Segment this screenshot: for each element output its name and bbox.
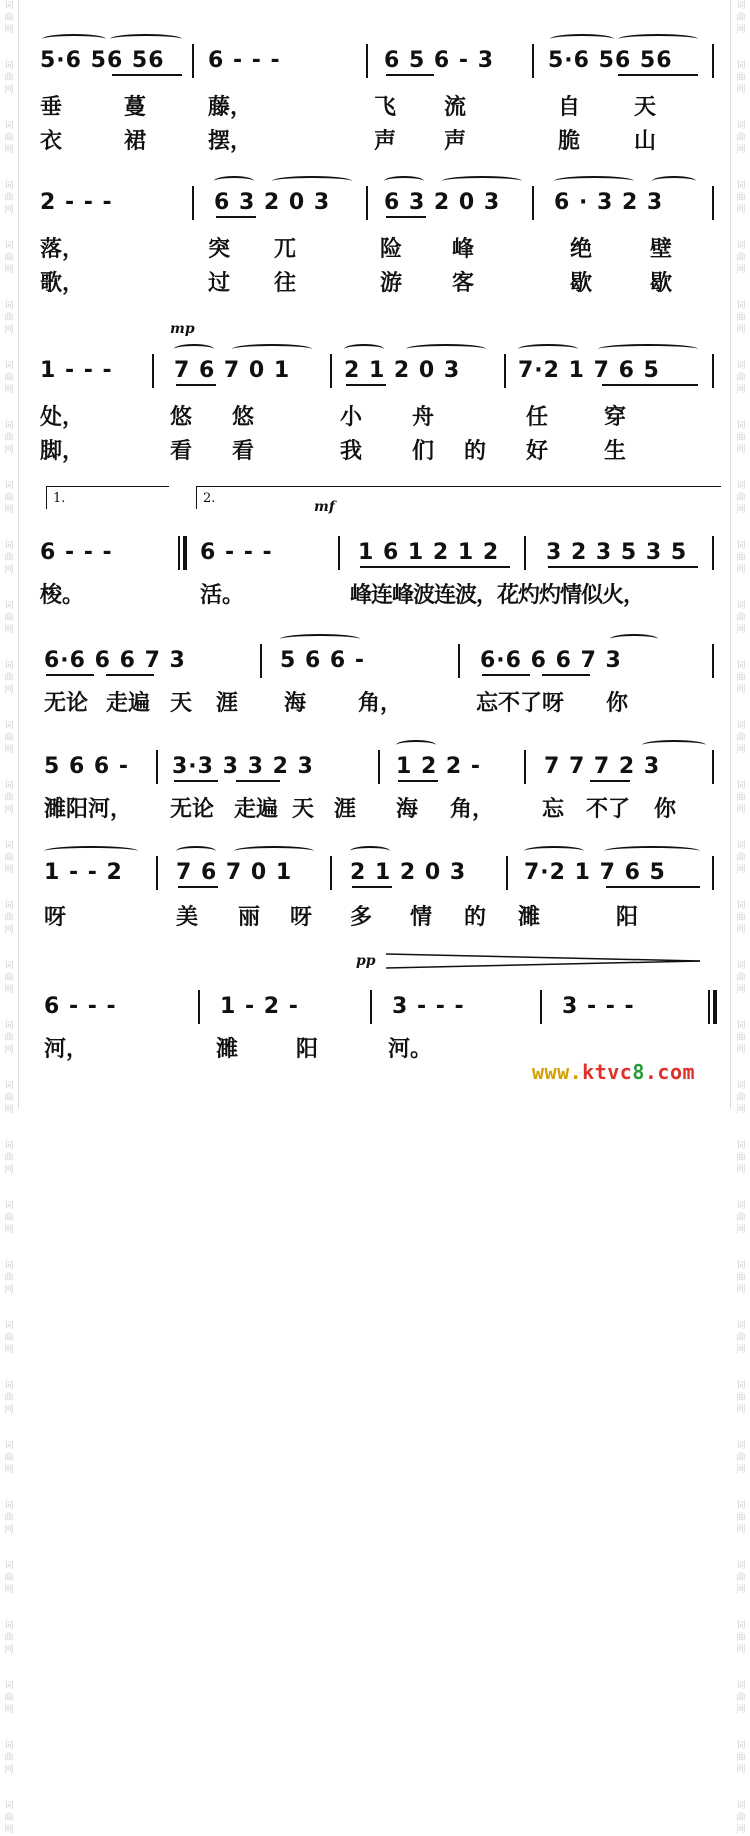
barline xyxy=(370,990,372,1024)
underline xyxy=(482,674,530,676)
lyric: 蔓 xyxy=(124,95,147,120)
dynamic-mp: mp xyxy=(170,321,195,337)
barline xyxy=(260,644,262,678)
lyrics-verse-2 xyxy=(40,430,716,464)
lyric: 的 xyxy=(464,905,487,930)
measure: 1 2 2 - xyxy=(396,754,482,779)
lyric: 过 xyxy=(208,271,231,296)
lyric: 海 xyxy=(284,691,307,716)
lyric: 摆， xyxy=(208,129,253,154)
lyric: 海 xyxy=(396,797,419,822)
barline xyxy=(330,354,332,388)
dynamic-mf: mf xyxy=(314,499,335,515)
underline xyxy=(542,674,590,676)
lyric: 你 xyxy=(654,797,677,822)
measure: 7·2 1 7 6 5 xyxy=(524,860,666,885)
lyric: 濉 xyxy=(518,905,541,930)
lyric: 峰 xyxy=(452,237,475,262)
lyric: 忘不了呀 xyxy=(476,691,565,716)
slur xyxy=(176,846,216,856)
slur xyxy=(344,344,384,354)
diminuendo-hairpin xyxy=(384,950,704,974)
measure: 3·3 3 3 2 3 xyxy=(172,754,314,779)
lyrics-verse-1 xyxy=(40,574,716,608)
measure: 6·6 6 6 7 3 xyxy=(480,648,622,673)
lyric: 脆 xyxy=(558,129,581,154)
measure: 7 7 7 2 3 xyxy=(544,754,661,779)
underline xyxy=(606,886,700,888)
repeat-barline xyxy=(178,536,180,570)
volta-label: 2. xyxy=(203,491,216,506)
lyric: 自 xyxy=(558,95,581,120)
underline xyxy=(174,780,218,782)
lyric: 濉阳河， xyxy=(44,797,133,822)
lyric: 落， xyxy=(40,237,85,262)
underline xyxy=(602,384,698,386)
slur xyxy=(44,846,138,856)
lyric: 梭。 xyxy=(40,583,85,608)
underline xyxy=(46,674,94,676)
lyrics-verse-1 xyxy=(40,1028,716,1062)
lyrics-verse-1 xyxy=(40,396,716,430)
lyric: 藤， xyxy=(208,95,253,120)
lyric: 看 xyxy=(170,439,193,464)
lyric: 的 xyxy=(464,439,487,464)
lyric: 呀 xyxy=(44,905,67,930)
barline xyxy=(532,44,534,78)
final-barline xyxy=(708,990,710,1024)
lyric: 绝 xyxy=(570,237,593,262)
slur xyxy=(234,846,314,856)
repeat-barline xyxy=(183,536,187,570)
barline xyxy=(712,186,714,220)
slur xyxy=(396,740,436,750)
lyric: 角， xyxy=(358,691,403,716)
lyric: 角， xyxy=(450,797,495,822)
slur xyxy=(524,846,584,856)
measure: 5 6 6 - xyxy=(44,754,130,779)
underline xyxy=(352,886,392,888)
measure: 6·6 6 6 7 3 xyxy=(44,648,186,673)
measure: 1 - 2 - xyxy=(220,994,299,1019)
lyric: 突 xyxy=(208,237,231,262)
frame-right xyxy=(730,0,731,1109)
lyric: 穿 xyxy=(604,405,627,430)
measure: 1 - - 2 xyxy=(44,860,123,885)
measure: 7 6 7 0 1 xyxy=(174,358,291,383)
underline xyxy=(176,384,216,386)
measure: 6 - - - xyxy=(40,540,113,565)
lyric: 衣 xyxy=(40,129,63,154)
lyric: 无论 xyxy=(44,691,89,716)
lyric: 你 xyxy=(606,691,629,716)
slur xyxy=(618,34,698,44)
barline xyxy=(712,536,714,570)
volta-2 xyxy=(196,486,721,509)
lyric: 峰连峰波连波，花灼灼情似火， xyxy=(350,583,645,608)
measure: 7·2 1 7 6 5 xyxy=(518,358,660,383)
dynamic-pp: pp xyxy=(356,953,376,969)
lyric: 们 xyxy=(412,439,435,464)
measure: 2 1 2 0 3 xyxy=(350,860,467,885)
lyric: 天 xyxy=(170,691,193,716)
slur xyxy=(604,846,700,856)
slur xyxy=(610,634,658,644)
lyric: 河。 xyxy=(388,1037,433,1062)
lyric: 歌， xyxy=(40,271,85,296)
lyrics-verse-1 xyxy=(40,788,716,822)
underline xyxy=(386,216,426,218)
lyric: 飞 xyxy=(374,95,397,120)
underline xyxy=(346,384,386,386)
lyric: 小 xyxy=(340,405,363,430)
barline xyxy=(338,536,340,570)
lyric: 走遍 xyxy=(106,691,151,716)
barline xyxy=(712,856,714,890)
lyric: 好 xyxy=(526,439,549,464)
underline xyxy=(386,74,434,76)
lyric: 壁 xyxy=(650,237,673,262)
lyric: 忘 xyxy=(542,797,565,822)
barline xyxy=(198,990,200,1024)
lyric: 任 xyxy=(526,405,549,430)
lyric: 无论 xyxy=(170,797,215,822)
slur xyxy=(442,176,522,186)
slur xyxy=(350,846,390,856)
site-watermark xyxy=(532,1060,695,1084)
underline xyxy=(590,780,630,782)
lyrics-verse-1 xyxy=(40,86,716,120)
slur xyxy=(384,176,424,186)
slur xyxy=(642,740,706,750)
lyric: 歇 xyxy=(650,271,673,296)
lyric: 情 xyxy=(410,905,433,930)
barline xyxy=(330,856,332,890)
barline xyxy=(524,536,526,570)
lyric: 呀 xyxy=(290,905,313,930)
barline xyxy=(366,44,368,78)
lyric: 濉 xyxy=(216,1037,239,1062)
slur xyxy=(214,176,254,186)
notes-row xyxy=(40,644,716,678)
barline xyxy=(458,644,460,678)
notes-row xyxy=(40,536,716,570)
measure: 6 3 2 0 3 xyxy=(214,190,331,215)
lyric: 声 xyxy=(374,129,397,154)
volta-1 xyxy=(46,486,169,509)
lyric: 涯 xyxy=(334,797,357,822)
underline xyxy=(618,74,698,76)
slur xyxy=(406,344,486,354)
barline xyxy=(366,186,368,220)
barline xyxy=(152,354,154,388)
barline xyxy=(506,856,508,890)
lyric: 多 xyxy=(350,905,373,930)
measure: 2 1 2 0 3 xyxy=(344,358,461,383)
barline xyxy=(712,644,714,678)
watermark-right: 词 曲 网 词 曲 网 词 曲 网 词 曲 网 词 曲 网 词 曲 网 词 曲 网 词 曲 网 词 曲 网 词 曲 网 词 曲 网 词 曲 网 词 曲 网 词 曲 网 词 曲 网 词 曲 网 词 曲 网 词 曲 网 词 曲 网 词 曲 网 词 曲 网 词 曲 网 词 曲 网 词 曲 网 词 曲 网 词 曲 网 词 曲 网 词 曲 网 词 曲 网 词 曲 网 词 曲 网 xyxy=(736,1,746,1835)
lyric: 裙 xyxy=(124,129,147,154)
measure: 7 6 7 0 1 xyxy=(176,860,293,885)
slur xyxy=(42,34,106,44)
lyric: 生 xyxy=(604,439,627,464)
slur xyxy=(174,344,214,354)
underline xyxy=(178,886,218,888)
barline xyxy=(532,186,534,220)
frame-left xyxy=(18,0,19,1109)
site-suffix: .com xyxy=(644,1060,696,1084)
lyrics-verse-1 xyxy=(40,682,716,716)
lyric: 天 xyxy=(292,797,315,822)
underline xyxy=(360,566,510,568)
slur xyxy=(110,34,182,44)
measure-2: 6 - - - xyxy=(208,48,281,73)
barline xyxy=(712,44,714,78)
lyric: 往 xyxy=(274,271,297,296)
slur xyxy=(550,34,614,44)
barline xyxy=(524,750,526,784)
lyric: 美 xyxy=(176,905,199,930)
barline xyxy=(540,990,542,1024)
lyric: 涯 xyxy=(216,691,239,716)
underline xyxy=(112,74,182,76)
site-digit: 8 xyxy=(632,1060,645,1084)
measure-1: 5·6 56 56 xyxy=(40,48,165,73)
lyric: 阳 xyxy=(296,1037,319,1062)
notes-row xyxy=(40,44,716,78)
lyric: 客 xyxy=(452,271,475,296)
site-prefix: www. xyxy=(532,1060,583,1084)
measure: 2 - - - xyxy=(40,190,113,215)
notes-row xyxy=(40,856,716,890)
measure: 1 6 1 2 1 2 xyxy=(358,540,500,565)
lyric: 流 xyxy=(444,95,467,120)
lyric: 游 xyxy=(380,271,403,296)
slur xyxy=(232,344,312,354)
lyric: 悠 xyxy=(232,405,255,430)
lyric: 悠 xyxy=(170,405,193,430)
notes-row xyxy=(40,990,716,1024)
lyric: 丽 xyxy=(238,905,261,930)
barline xyxy=(504,354,506,388)
lyrics-verse-2 xyxy=(40,262,716,296)
measure: 3 - - - xyxy=(392,994,465,1019)
lyric: 天 xyxy=(634,95,657,120)
barline xyxy=(192,186,194,220)
lyric: 处， xyxy=(40,405,85,430)
barline xyxy=(712,354,714,388)
underline xyxy=(106,674,154,676)
notes-row xyxy=(40,354,716,388)
slur xyxy=(280,634,360,644)
lyrics-verse-2 xyxy=(40,120,716,154)
lyric: 河， xyxy=(44,1037,89,1062)
barline xyxy=(156,856,158,890)
lyric: 不了 xyxy=(586,797,631,822)
notes-row xyxy=(40,186,716,220)
measure-3: 6 5 6 - 3 xyxy=(384,48,494,73)
measure: 6 - - - xyxy=(44,994,117,1019)
lyric: 兀 xyxy=(274,237,297,262)
measure: 6 - - - xyxy=(200,540,273,565)
final-barline xyxy=(713,990,717,1024)
underline xyxy=(398,780,438,782)
slur xyxy=(598,344,698,354)
lyric: 走遍 xyxy=(234,797,279,822)
lyric: 脚， xyxy=(40,439,85,464)
measure-4: 5·6 56 56 xyxy=(548,48,673,73)
measure: 1 - - - xyxy=(40,358,113,383)
watermark-left: 词 曲 网 词 曲 网 词 曲 网 词 曲 网 词 曲 网 词 曲 网 词 曲 网 词 曲 网 词 曲 网 词 曲 网 词 曲 网 词 曲 网 词 曲 网 词 曲 网 词 曲 网 词 曲 网 词 曲 网 词 曲 网 词 曲 网 词 曲 网 词 曲 网 词 曲 网 词 曲 网 词 曲 网 词 曲 网 词 曲 网 词 曲 网 词 曲 网 词 曲 网 词 曲 网 词 曲 网 xyxy=(4,1,14,1835)
volta-label: 1. xyxy=(53,491,66,506)
measure: 5 6 6 - xyxy=(280,648,366,673)
lyric: 声 xyxy=(444,129,467,154)
underline xyxy=(216,216,256,218)
slur xyxy=(652,176,696,186)
slur xyxy=(554,176,634,186)
barline xyxy=(192,44,194,78)
measure: 6 · 3 2 3 xyxy=(554,190,664,215)
site-mid: ktvc xyxy=(582,1060,633,1084)
measure: 3 - - - xyxy=(562,994,635,1019)
slur xyxy=(272,176,352,186)
slur xyxy=(518,344,578,354)
lyric: 险 xyxy=(380,237,403,262)
lyric: 垂 xyxy=(40,95,63,120)
underline xyxy=(236,780,280,782)
notes-row xyxy=(40,750,716,784)
barline xyxy=(378,750,380,784)
lyric: 歇 xyxy=(570,271,593,296)
lyric: 山 xyxy=(634,129,657,154)
lyric: 看 xyxy=(232,439,255,464)
barline xyxy=(712,750,714,784)
lyrics-verse-1 xyxy=(40,896,716,930)
lyric: 我 xyxy=(340,439,363,464)
measure: 3 2 3 5 3 5 xyxy=(546,540,688,565)
barline xyxy=(156,750,158,784)
lyric: 舟 xyxy=(412,405,435,430)
lyric: 活。 xyxy=(200,583,245,608)
measure: 6 3 2 0 3 xyxy=(384,190,501,215)
underline xyxy=(548,566,698,568)
lyrics-verse-1 xyxy=(40,228,716,262)
lyric: 阳 xyxy=(616,905,639,930)
